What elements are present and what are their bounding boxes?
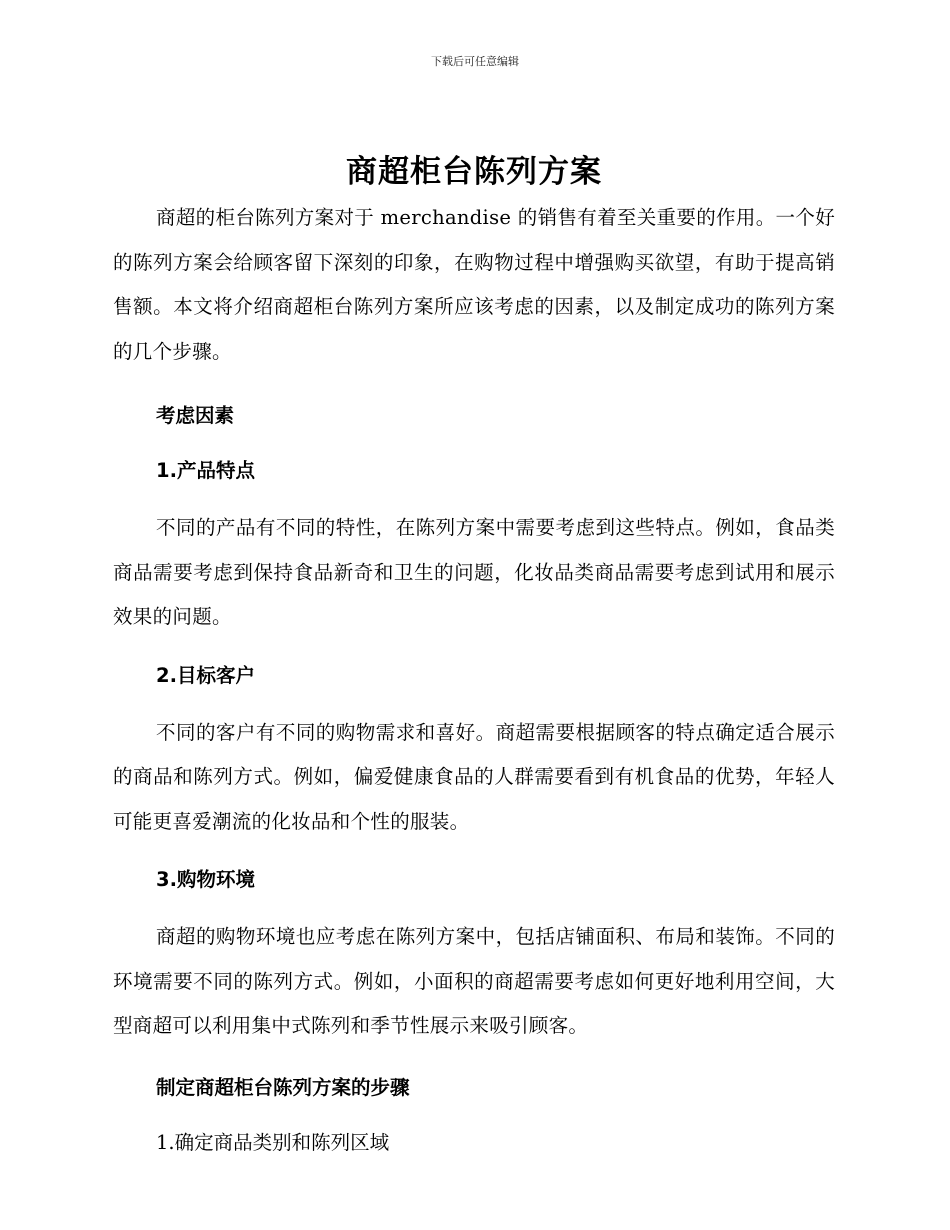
factor-paragraph-customer: 不同的客户有不同的购物需求和喜好。商超需要根据顾客的特点确定适合展示的商品和陈列方式。例如，偏爱健康食品的人群需要看到有机食品的优势，年轻人可能更喜爱潮流的化妆品和个性的服装。 xyxy=(113,720,835,833)
intro-paragraph: 商超的柜台陈列方案对于 merchandise 的销售有着至关重要的作用。一个好的陈列方案会给顾客留下深刻的印象，在购物过程中增强购买欲望，有助于提高销售额。本文将介绍商超柜台陈列方案所应该考虑的因素，以及制定成功的陈列方案的几个步骤。 xyxy=(113,206,835,363)
document-body xyxy=(113,148,835,1156)
document-title: 商超柜台陈列方案 xyxy=(346,154,602,190)
factor-heading-customer: 2.目标客户 xyxy=(156,663,255,687)
section-heading-factors: 考虑因素 xyxy=(156,404,235,427)
page-header: 下载后可任意编辑 xyxy=(431,55,519,68)
factor-paragraph-environment: 商超的购物环境也应考虑在陈列方案中，包括店铺面积、布局和装饰。不同的环境需要不同的陈列方式。例如，小面积的商超需要考虑如何更好地利用空间，大型商超可以利用集中式陈列和季节性展示来吸引顾客。 xyxy=(113,925,835,1037)
factor-heading-product: 1.产品特点 xyxy=(156,459,255,482)
step-heading-category: 1.确定商品类别和陈列区域 xyxy=(156,1130,390,1154)
factor-heading-environment: 3.购物环境 xyxy=(156,868,255,891)
section-heading-steps: 制定商超柜台陈列方案的步骤 xyxy=(156,1075,410,1099)
factor-paragraph-product: 不同的产品有不同的特性，在陈列方案中需要考虑到这些特点。例如，食品类商品需要考虑到保持食品新奇和卫生的问题，化妆品类商品需要考虑到试用和展示效果的问题。 xyxy=(113,516,835,628)
